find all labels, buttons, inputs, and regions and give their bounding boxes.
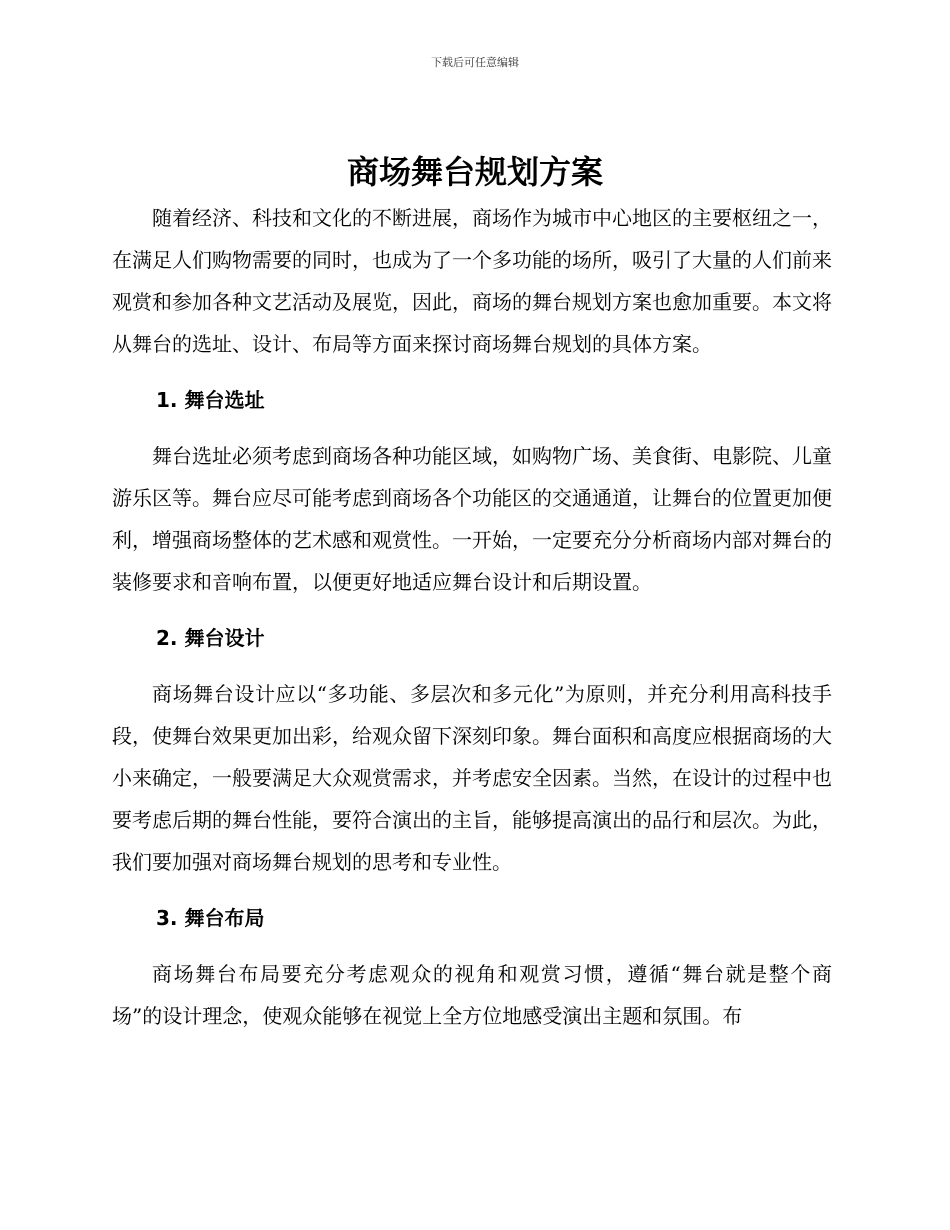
section-body-stage-design: 商场舞台设计应以“多功能、多层次和多元化”为原则，并充分利用高科技手段，使舞台效果更加出彩，给观众留下深刻印象。舞台面积和高度应根据商场的大小来确定，一般要满足大众观赏需求，并考虑安全因素。当然，在设计的过程中也要考虑后期的舞台性能，要符合演出的主旨，能够提高演出的品行和层次。为此，我们要加强对商场舞台规划的思考和专业性。 (112, 682, 832, 874)
section-body-stage-layout: 商场舞台布局要充分考虑观众的视角和观赏习惯，遵循“舞台就是整个商场”的设计理念，使观众能够在视觉上全方位地感受演出主题和氛围。布 (112, 962, 832, 1028)
section-heading-stage-design: 2. 舞台设计 (156, 626, 265, 650)
section-heading-stage-layout: 3. 舞台布局 (156, 906, 265, 930)
document-title: 商场舞台规划方案 (346, 153, 603, 191)
page-header: 下载后可任意编辑 (431, 56, 519, 69)
section-heading-site-selection: 1. 舞台选址 (156, 388, 265, 412)
intro-paragraph: 随着经济、科技和文化的不断进展，商场作为城市中心地区的主要枢纽之一，在满足人们购物需要的同时，也成为了一个多功能的场所，吸引了大量的人们前来观赏和参加各种文艺活动及展览，因此，商场的舞台规划方案也愈加重要。本文将从舞台的选址、设计、布局等方面来探讨商场舞台规划的具体方案。 (112, 206, 832, 356)
section-body-site-selection: 舞台选址必须考虑到商场各种功能区域，如购物广场、美食街、电影院、儿童游乐区等。舞台应尽可能考虑到商场各个功能区的交通通道，让舞台的位置更加便利，增强商场整体的艺术感和观赏性。一开始，一定要充分分析商场内部对舞台的装修要求和音响布置，以便更好地适应舞台设计和后期设置。 (112, 444, 832, 594)
document-body (112, 197, 832, 1037)
